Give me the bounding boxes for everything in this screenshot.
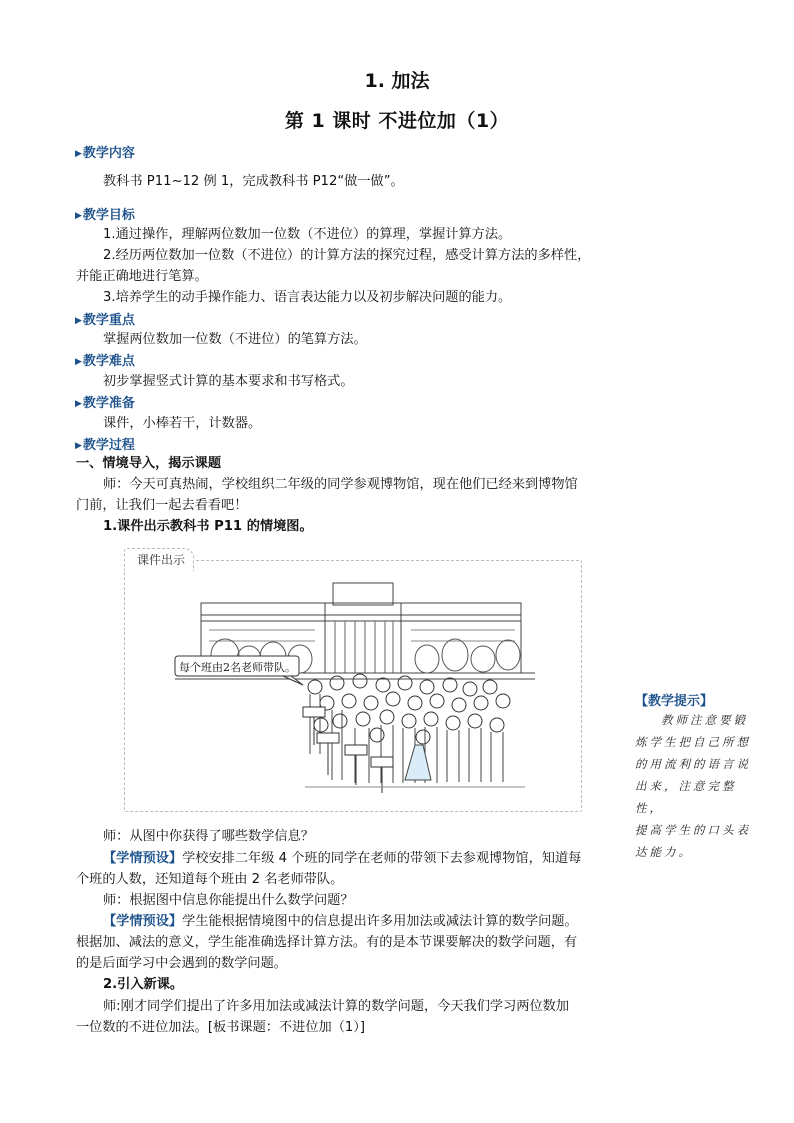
section-heading-key: ▶教学重点 [75, 313, 135, 328]
student-prediction-2: 【学情预设】学生能根据情境图中的信息提出许多用加法或减法计算的数学问题。 [103, 914, 578, 929]
step-2: 2.引入新课。 [103, 977, 184, 992]
teacher-question-1: 师：从图中你获得了哪些数学信息？ [103, 829, 314, 844]
museum-scene-illustration [165, 575, 535, 800]
student-prediction-2-end: 的是后面学习中会遇到的数学问题。 [76, 956, 287, 971]
teaching-tip-line: 出来，注意完整性， [635, 779, 737, 815]
prep-text: 课件，小棒若干，计数器。 [103, 416, 262, 431]
section-heading-goals: ▶教学目标 [75, 208, 135, 223]
section-heading-content: ▶教学内容 [75, 146, 135, 161]
prediction-tag: 【学情预设】 [103, 914, 183, 929]
teaching-tip-line: 达能力。 [635, 845, 693, 859]
speech-bubble-text: 每个班由2名老师带队。 [179, 661, 296, 674]
courseware-label: 课件出示 [124, 548, 194, 571]
key-text: 掌握两位数加一位数（不进位）的笔算方法。 [103, 332, 367, 347]
content-text: 教科书 P11~12 例 1，完成教科书 P12“做一做”。 [103, 174, 404, 189]
difficulty-text: 初步掌握竖式计算的基本要求和书写格式。 [103, 374, 354, 389]
teacher-intro-cont: 门前，让我们一起去看看吧！ [76, 498, 248, 513]
goal-3: 3.培养学生的动手操作能力、语言表达能力以及初步解决问题的能力。 [103, 290, 512, 305]
teaching-tip-line: 教师注意要锻 [661, 713, 748, 727]
teaching-tip-sidebar [635, 690, 755, 863]
goal-2-cont: 并能正确地进行笔算。 [76, 269, 208, 284]
student-prediction-2-cont: 根据加、减法的意义，学生能准确选择计算方法。有的是本节课要解决的数学问题，有 [76, 935, 578, 950]
goal-2: 2.经历两位数加一位数（不进位）的计算方法的探究过程，感受计算方法的多样性， [103, 248, 591, 263]
teacher-intro-2-cont: 一位数的不进位加法。[板书课题：不进位加（1）] [76, 1020, 366, 1035]
student-prediction-1-cont: 个班的人数，还知道每个班由 2 名老师带队。 [76, 872, 344, 887]
lesson-subtitle: 第 1 课时 不进位加（1） [284, 110, 510, 132]
prediction-tag: 【学情预设】 [103, 851, 183, 866]
teaching-tip-line: 的用流利的语言说 [635, 757, 751, 771]
teaching-tip-line: 炼学生把自己所想 [635, 735, 751, 749]
section-heading-prep: ▶教学准备 [75, 396, 135, 411]
teaching-tip-heading: 【教学提示】 [635, 694, 714, 709]
section-heading-difficulty: ▶教学难点 [75, 354, 135, 369]
part-1-heading: 一、情境导入，揭示课题 [76, 456, 222, 471]
goal-1: 1.通过操作，理解两位数加一位数（不进位）的算理，掌握计算方法。 [103, 227, 512, 242]
student-prediction-1: 【学情预设】学校安排二年级 4 个班的同学在老师的带领下去参观博物馆，知道每 [103, 851, 582, 866]
section-heading-process: ▶教学过程 [75, 438, 135, 453]
step-1: 1.课件出示教科书 P11 的情境图。 [103, 519, 313, 534]
teaching-tip-line: 提高学生的口头表 [635, 823, 751, 837]
teacher-question-2: 师：根据图中信息你能提出什么数学问题？ [103, 893, 354, 908]
teacher-intro: 师：今天可真热闹，学校组织二年级的同学参观博物馆，现在他们已经来到博物馆 [103, 477, 578, 492]
teacher-intro-2: 师:刚才同学们提出了许多用加法或减法计算的数学问题，今天我们学习两位数加 [103, 999, 570, 1014]
lesson-title: 1. 加法 [364, 70, 430, 92]
